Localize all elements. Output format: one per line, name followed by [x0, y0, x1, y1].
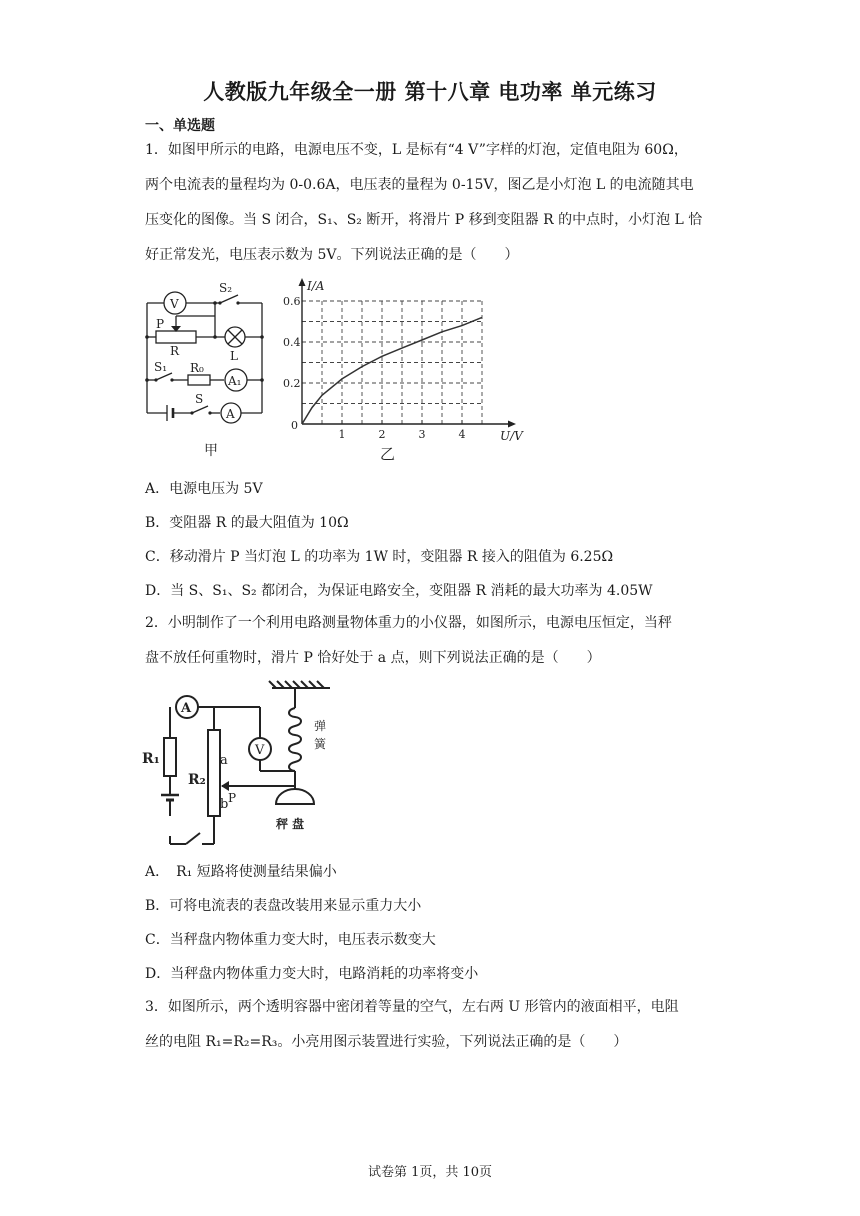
question-2-line: 2．小明制作了一个利用电路测量物体重力的小仪器，如图所示，电源电压恒定，当秤	[145, 615, 672, 631]
resistor-r2-label: R₂	[188, 772, 206, 788]
x-tick-label: 1	[338, 428, 346, 441]
question-1-line: 1．如图甲所示的电路，电源电压不变，L 是标有“4 V”字样的灯泡，定值电阻为 60Ω，	[145, 142, 688, 158]
question-1-line: 两个电流表的量程均为 0-0.6A，电压表的量程为 0-15V，图乙是小灯泡 L 的电流随其电	[145, 177, 694, 193]
y-tick-label: 0.4	[283, 336, 301, 349]
switch-s-label: S	[195, 392, 204, 406]
question-1-option-c: C．移动滑片 P 当灯泡 L 的功率为 1W 时，变阻器 R 接入的阻值为 6.25Ω	[145, 549, 614, 565]
spring-label-1: 弹	[314, 719, 327, 733]
y-tick-label: 0.2	[283, 377, 301, 390]
question-3-stem	[145, 990, 720, 1060]
question-3-line: 3．如图所示，两个透明容器中密闭着等量的空气，左右两 U 形管内的液面相平，电阻	[145, 999, 679, 1015]
circuit-diagram-scale	[140, 678, 345, 848]
question-1-option-b: B．变阻器 R 的最大阻值为 10Ω	[145, 515, 349, 531]
y-axis-arrow	[299, 278, 306, 286]
question-1-option-d: D．当 S、S₁、S₂ 都闭合，为保证电路安全，变阻器 R 消耗的最大功率为 4.05W	[145, 583, 653, 599]
question-2-option-a: A． R₁ 短路将使测量结果偏小	[145, 864, 337, 880]
figure-jia-label: 甲	[204, 443, 218, 459]
switch-s1-label: S₁	[154, 360, 168, 374]
x-axis-arrow	[508, 421, 516, 428]
resistor-r1-label: R₁	[142, 751, 160, 767]
page-footer: 试卷第 1页，共 10页	[367, 1165, 493, 1180]
question-2-line: 盘不放任何重物时，滑片 P 恰好处于 a 点，则下列说法正确的是（ ）	[145, 650, 601, 666]
x-tick-label: 2	[378, 428, 386, 441]
section-heading: 一、单选题	[145, 118, 215, 134]
ammeter-a1-label: A₁	[228, 374, 242, 388]
question-2-option-c: C．当秤盘内物体重力变大时，电压表示数变大	[145, 932, 436, 948]
scale-pan-label: 秤 盘	[276, 817, 305, 831]
x-tick-label: 4	[458, 428, 466, 441]
x-axis-label: U/V	[500, 429, 523, 443]
figure-yi-label: 乙	[380, 445, 396, 463]
question-1-line: 压变化的图像。当 S 闭合，S₁、S₂ 断开，将滑片 P 移到变阻器 R 的中点时，小灯泡 L 恰	[145, 212, 703, 228]
origin-label: 0	[291, 419, 298, 432]
resistor-r0-label: R₀	[190, 361, 204, 375]
voltmeter-label: V	[255, 743, 265, 758]
spring-label-2: 簧	[314, 737, 327, 751]
x-tick-label: 3	[418, 428, 426, 441]
circuit-diagram-jia	[140, 276, 270, 466]
question-1-stem	[145, 133, 720, 273]
ammeter-a-label: A	[226, 407, 235, 421]
question-1-option-a: A．电源电压为 5V	[145, 481, 263, 497]
point-b-label: b	[220, 797, 229, 812]
ammeter-label: A	[181, 701, 192, 716]
slider-p-label: P	[156, 317, 165, 331]
question-2-option-d: D．当秤盘内物体重力变大时，电路消耗的功率将变小	[145, 966, 479, 982]
page-title: 人教版九年级全一册 第十八章 电功率 单元练习	[203, 80, 657, 104]
y-axis-label: I/A	[307, 279, 325, 293]
switch-s2-label: S₂	[219, 281, 233, 295]
graph-layer	[283, 278, 524, 443]
iu-graph-yi	[280, 276, 530, 466]
question-1-line: 好正常发光，电压表示数为 5V。下列说法正确的是（ ）	[145, 247, 519, 263]
question-2-stem	[145, 606, 720, 676]
voltmeter-label: V	[170, 297, 179, 311]
y-tick-label: 0.6	[283, 295, 301, 308]
point-a-label: a	[220, 753, 228, 768]
slider-p-label: P	[228, 791, 237, 805]
question-3-line: 丝的电阻 R₁=R₂=R₃。小亮用图示装置进行实验，下列说法正确的是（ ）	[145, 1034, 628, 1050]
rheostat-r-label: R	[170, 344, 180, 358]
question-2-option-b: B．可将电流表的表盘改装用来显示重力大小	[145, 898, 422, 914]
lamp-l-label: L	[230, 349, 238, 363]
series-line	[302, 317, 482, 424]
